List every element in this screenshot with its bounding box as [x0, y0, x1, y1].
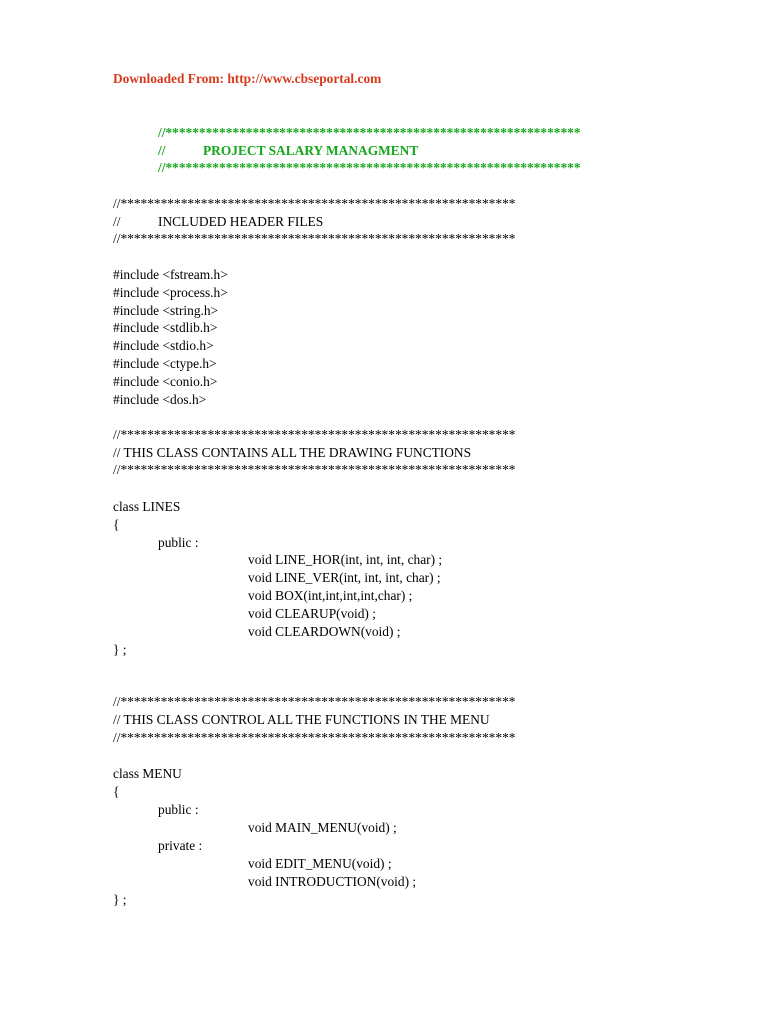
class-menu-public: public :: [158, 802, 199, 817]
class-lines-close-brace: } ;: [113, 642, 127, 657]
include-line: #include <ctype.h>: [113, 356, 217, 371]
title-slashes: //: [158, 143, 166, 158]
include-line: #include <stdlib.h>: [113, 320, 218, 335]
class-menu-private: private :: [158, 838, 203, 853]
title-rule-top: //**************************************************************: [158, 125, 581, 140]
headers-heading: INCLUDED HEADER FILES: [158, 214, 324, 229]
method-line: void MAIN_MENU(void) ;: [248, 820, 397, 835]
drawing-rule-bottom: //***********************************************************: [113, 462, 516, 477]
class-menu-open-brace: {: [113, 784, 120, 799]
include-line: #include <process.h>: [113, 285, 228, 300]
method-line: void CLEARDOWN(void) ;: [248, 624, 401, 639]
menu-heading: // THIS CLASS CONTROL ALL THE FUNCTIONS IN THE MENU: [113, 712, 490, 727]
method-line: void BOX(int,int,int,int,char) ;: [248, 588, 413, 603]
method-line: void LINE_VER(int, int, int, char) ;: [248, 570, 441, 585]
headers-slashes: //: [113, 214, 121, 229]
class-menu-close-brace: } ;: [113, 892, 127, 907]
include-line: #include <fstream.h>: [113, 267, 228, 282]
include-line: #include <string.h>: [113, 303, 219, 318]
class-lines-public: public :: [158, 535, 199, 550]
class-lines-open-brace: {: [113, 517, 120, 532]
include-line: #include <stdio.h>: [113, 338, 214, 353]
title-rule-bottom: //**************************************************************: [158, 160, 581, 175]
method-line: void EDIT_MENU(void) ;: [248, 856, 392, 871]
method-line: void CLEARUP(void) ;: [248, 606, 376, 621]
include-line: #include <dos.h>: [113, 392, 207, 407]
class-lines-decl: class LINES: [113, 499, 181, 514]
include-line: #include <conio.h>: [113, 374, 218, 389]
method-line: void INTRODUCTION(void) ;: [248, 874, 417, 889]
menu-rule-bottom: //***********************************************************: [113, 730, 516, 745]
menu-rule-top: //***********************************************************: [113, 694, 516, 709]
class-menu-decl: class MENU: [113, 766, 182, 781]
drawing-heading: // THIS CLASS CONTAINS ALL THE DRAWING FUNCTIONS: [113, 445, 472, 460]
source-link[interactable]: Downloaded From: http://www.cbseportal.com: [113, 71, 382, 86]
title-line: [158, 143, 418, 159]
method-line: void LINE_HOR(int, int, int, char) ;: [248, 552, 443, 567]
drawing-rule-top: //***********************************************************: [113, 427, 516, 442]
headers-rule-top: //***********************************************************: [113, 196, 516, 211]
project-title: PROJECT SALARY MANAGMENT: [203, 143, 419, 158]
headers-rule-bottom: //***********************************************************: [113, 231, 516, 246]
headers-heading-line: [113, 214, 323, 230]
